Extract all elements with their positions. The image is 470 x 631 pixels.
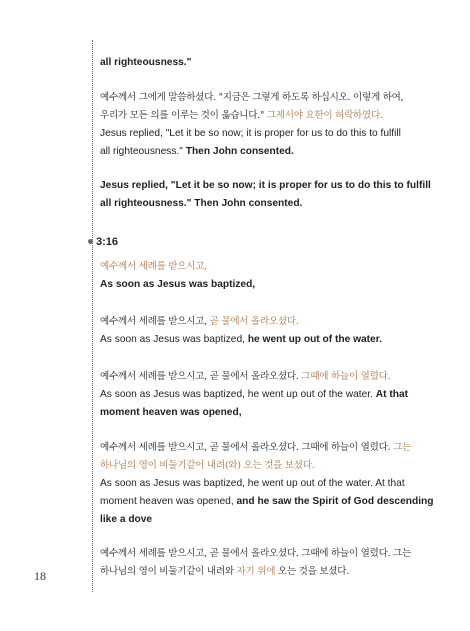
text-block-7 <box>100 439 434 529</box>
bold-english: he went up out of the water. <box>247 334 382 345</box>
korean-line: 우리가 모든 의를 이루는 것이 옳습니다." 그제서야 요한이 허락하였다. <box>100 110 383 121</box>
english-line-bold: moment heaven was opened, <box>100 407 242 418</box>
english-line-bold: like a dove <box>100 514 153 525</box>
english-line-bold: Jesus replied, "Let it be so now; it is proper for us to do this to fulfill <box>100 180 431 191</box>
english-line: As soon as Jesus was baptized, he went up out of the water. At that <box>100 478 405 489</box>
highlighted-korean: 그는 <box>393 442 411 453</box>
bold-english: Then John consented. <box>185 146 294 157</box>
english-line-bold: all righteousness." <box>100 57 192 68</box>
text-block-3 <box>100 177 431 213</box>
text-block-1 <box>100 54 416 72</box>
bold-english: At that <box>375 389 409 400</box>
highlighted-korean: 자기 위에 <box>236 566 276 577</box>
english-line-bold: all righteousness." Then John consented. <box>100 198 303 209</box>
highlighted-korean: 하나님의 영이 비둘기같이 내려(와) 오는 것을 보셨다. <box>100 460 315 471</box>
english-line: moment heaven was opened, and he saw the Spirit of God descending <box>100 496 434 507</box>
highlighted-korean: 그제서야 요한이 허락하였다. <box>266 110 383 121</box>
english-line: As soon as Jesus was baptized, he went up out of the water. <box>100 334 382 345</box>
korean-line: 예수께서 세례를 받으시고, 곧 물에서 올라오셨다. 그때에 하늘이 열렸다. <box>100 371 391 382</box>
english-line: all righteousness." Then John consented. <box>100 146 294 157</box>
text-block-4 <box>100 258 416 294</box>
text-block-6 <box>100 368 416 422</box>
english-line: As soon as Jesus was baptized, he went up out of the water. At that <box>100 389 409 400</box>
text-block-8 <box>100 545 416 581</box>
dotted-margin-rule <box>92 40 93 592</box>
bold-english: and he saw the Spirit of God descending <box>236 496 434 507</box>
korean-line: 예수께서 세례를 받으시고, 곧 물에서 올라오셨다. 그때에 하늘이 열렸다. 그는 <box>100 548 411 559</box>
bullet-icon <box>88 239 93 244</box>
highlighted-korean: 예수께서 세례를 받으시고, <box>100 261 207 272</box>
text-block-5 <box>100 313 416 349</box>
korean-line: 예수께서 세례를 받으시고, 곧 물에서 올라오셨다. 그때에 하늘이 열렸다. 그는 <box>100 442 411 453</box>
page-number: 18 <box>34 569 46 583</box>
english-line-bold: As soon as Jesus was baptized, <box>100 279 256 290</box>
korean-line: 예수께서 세례를 받으시고, 곧 물에서 올라오셨다. <box>100 316 299 327</box>
highlighted-korean: 곧 물에서 올라오셨다. <box>209 316 299 327</box>
english-line: Jesus replied, "Let it be so now; it is proper for us to do this to fulfill <box>100 128 401 139</box>
highlighted-korean: 그때에 하늘이 열렸다. <box>301 371 391 382</box>
text-block-2 <box>100 89 416 161</box>
korean-line: 예수께서 그에게 말씀하셨다. "지금은 그렇게 하도록 하십시오. 이렇게 하여, <box>100 92 404 103</box>
verse-reference: 3:16 <box>88 236 118 248</box>
korean-line: 하나님의 영이 비둘기같이 내려와 자기 위에 오는 것을 보셨다. <box>100 566 349 577</box>
